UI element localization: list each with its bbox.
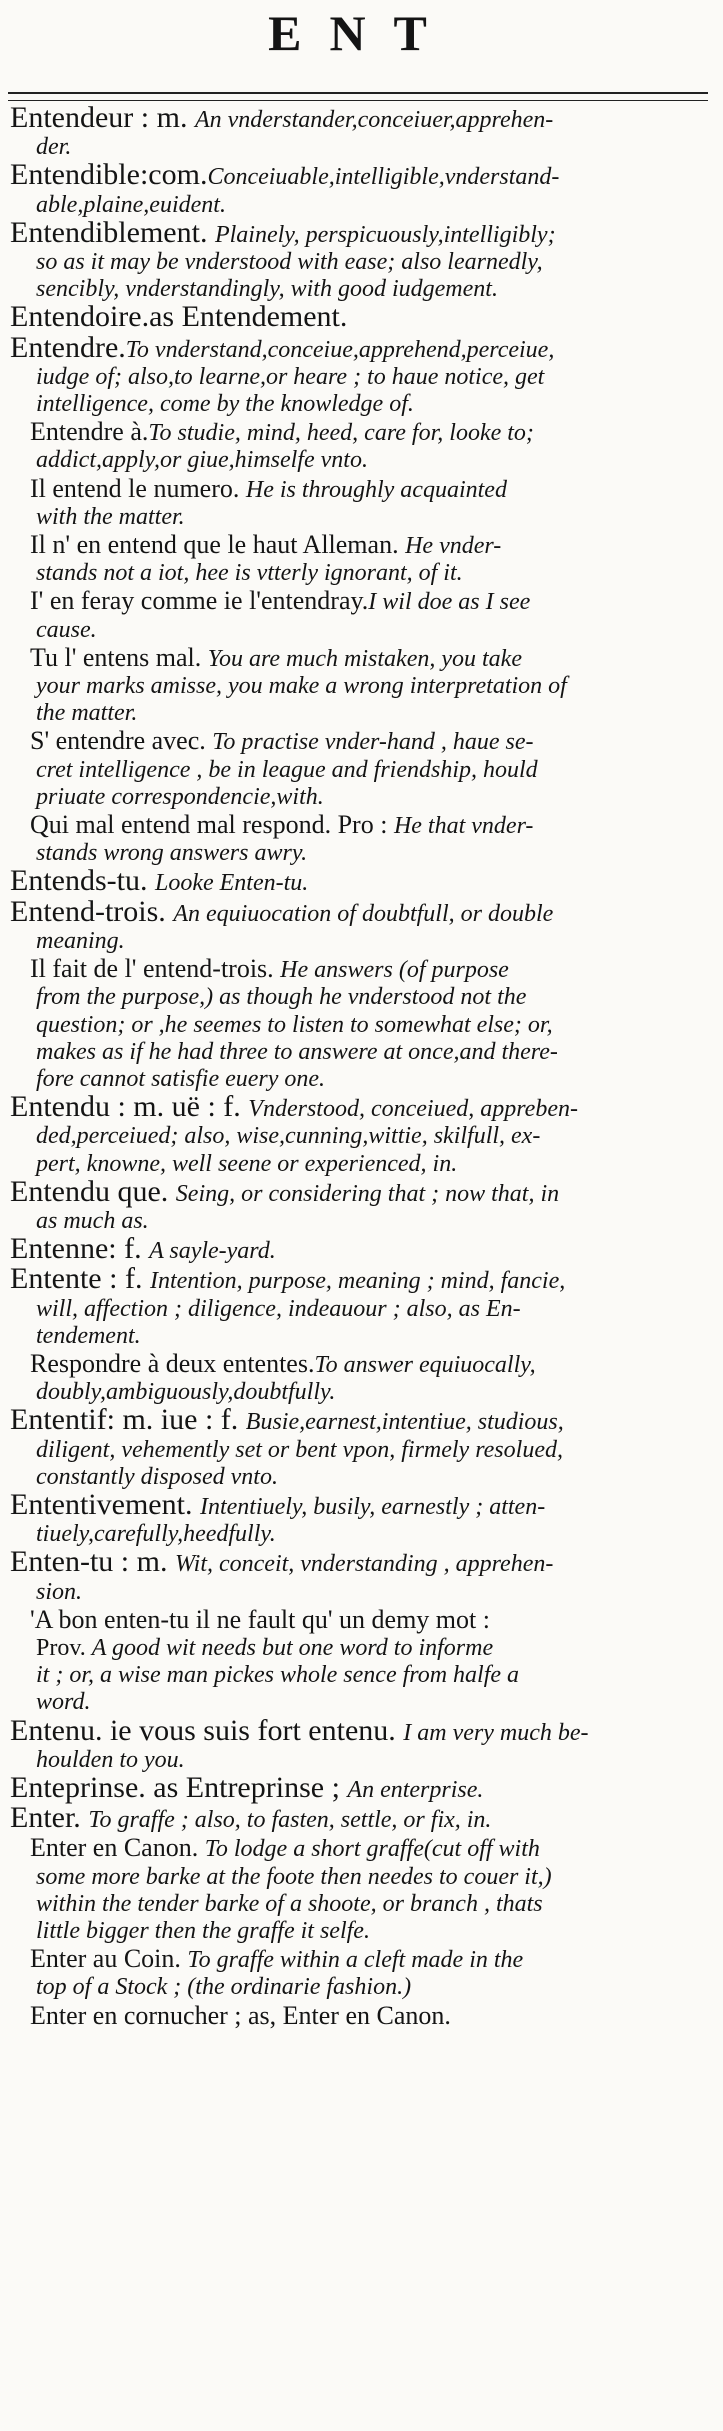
entry-line	[10, 418, 710, 447]
dictionary-subentry	[10, 727, 710, 811]
definition-text: He answers (of purpose	[280, 957, 509, 984]
entry-line	[10, 249, 710, 276]
definition-text: An enterprise.	[347, 1776, 484, 1803]
definition-text: makes as if he had three to answere at once,and there-	[36, 1038, 558, 1065]
definition-text: To graffe within a cleft made in the	[187, 1947, 524, 1974]
definition-text: stands not a iot, hee is vtterly ignorant, of it.	[36, 560, 463, 587]
dictionary-entry	[10, 300, 710, 334]
entry-line	[10, 894, 710, 928]
entry-line	[10, 1713, 710, 1747]
dictionary-entry	[10, 215, 710, 304]
entry-line	[10, 560, 710, 587]
dictionary-subentry	[10, 811, 710, 867]
entry-line	[10, 1521, 710, 1548]
definition-text: You are much mistaken, you take	[207, 645, 522, 672]
headword: Il fait de l' entend-trois.	[30, 954, 281, 984]
headword: Enter au Coin.	[30, 1944, 188, 1974]
dictionary-subentry	[10, 587, 710, 643]
entry-line	[10, 727, 710, 756]
definition-text: tiuely,carefully,heedfully.	[36, 1521, 276, 1548]
dictionary-entry	[10, 1545, 710, 1605]
entry-line	[10, 504, 710, 531]
headword: Qui mal entend mal respond. Pro :	[30, 810, 394, 840]
entry-line	[10, 1437, 710, 1464]
dictionary-subentry	[10, 531, 710, 587]
definition-text: der.	[36, 134, 72, 161]
dictionary-entry	[10, 101, 710, 161]
dictionary-entry	[10, 1262, 710, 1350]
entry-line	[10, 1208, 710, 1235]
definition-text: stands wrong answers awry.	[36, 840, 308, 867]
definition-text: addict,apply,or giue,himselfe vnto.	[36, 447, 368, 474]
definition-text: Seing, or considering that ; now that, in	[175, 1180, 560, 1207]
entry-line	[10, 700, 710, 727]
definition-text: Busie,earnest,intentiue, studious,	[245, 1409, 564, 1436]
entry-line	[10, 1918, 710, 1945]
entry-line	[10, 1012, 710, 1039]
headword: I' en feray comme ie l'entendray.	[30, 586, 369, 616]
dictionary-subentry	[10, 1350, 710, 1406]
entry-list	[10, 101, 710, 2031]
dictionary-entry	[10, 894, 710, 955]
dictionary-entry	[10, 1770, 710, 1804]
headword: Entendible:com.	[10, 158, 208, 192]
dictionary-entry	[10, 1232, 710, 1266]
entry-line	[10, 673, 710, 700]
entry-line	[10, 158, 710, 192]
definition-text: the matter.	[36, 700, 138, 727]
dictionary-entry	[10, 158, 710, 218]
dictionary-entry	[10, 1801, 710, 1835]
entry-line	[10, 1834, 710, 1863]
definition-text: Conceiuable,intelligible,vnderstand-	[207, 164, 560, 191]
entry-line	[10, 475, 710, 504]
definition-text: To lodge a short graffe(cut off with	[204, 1836, 540, 1863]
definition-text: will, affection ; diligence, indeauour ; also, as En-	[36, 1295, 521, 1322]
entry-line	[10, 811, 710, 840]
entry-line	[10, 1090, 710, 1124]
entry-line	[10, 1123, 710, 1150]
entry-line	[10, 1891, 710, 1918]
entry-line	[10, 1945, 710, 1974]
definition-text: cause.	[36, 616, 97, 643]
dictionary-subentry	[10, 955, 710, 1093]
headword: Entendoire.as Entendement.	[10, 300, 348, 334]
entry-line	[10, 1262, 710, 1296]
entry-line	[10, 1039, 710, 1066]
entry-line	[10, 1403, 710, 1437]
dictionary-subentry	[10, 1945, 710, 2001]
dictionary-entry	[10, 330, 710, 419]
entry-line	[10, 644, 710, 673]
entry-line	[10, 364, 710, 391]
entry-line	[10, 1151, 710, 1178]
definition-text: A sayle-yard.	[149, 1238, 276, 1265]
definition-text: fore cannot satisfie euery one.	[36, 1065, 326, 1092]
page-header: ENT	[268, 5, 455, 61]
definition-text: priuate correspondencie,with.	[36, 783, 324, 810]
entry-line	[10, 864, 710, 898]
entry-line	[10, 1974, 710, 2001]
entry-line	[10, 1864, 710, 1891]
entry-line	[10, 134, 710, 161]
definition-text: it ; or, a wise man pickes whole sence from halfe a	[36, 1662, 520, 1689]
headword: Entendeur : m.	[10, 101, 195, 134]
definition-text: some more barke at the foote then needes to couer it,)	[36, 1863, 552, 1890]
definition-text: word.	[36, 1689, 91, 1716]
definition-text: Wit, conceit, vnderstanding , apprehen-	[174, 1551, 554, 1578]
entry-line	[10, 1635, 710, 1662]
entry-line	[10, 784, 710, 811]
headword: Tu l' entens mal.	[30, 642, 208, 672]
headword: Entendiblement.	[10, 215, 215, 249]
definition-text: Vnderstood, conceiued, appreben-	[248, 1096, 578, 1123]
definition-text: Intentiuely, busily, earnestly ; atten-	[199, 1493, 546, 1520]
entry-line	[10, 1464, 710, 1491]
definition-text: from the purpose,) as though he vnderstood not the	[36, 984, 527, 1011]
entry-line	[10, 1174, 710, 1208]
definition-text: I wil doe as I see	[368, 589, 531, 616]
entry-line	[10, 1545, 710, 1579]
headword: Entendu que.	[10, 1174, 176, 1208]
definition-text: houlden to you.	[36, 1746, 185, 1773]
entry-line	[10, 984, 710, 1011]
dictionary-entry	[10, 1174, 710, 1235]
headword: Enten-tu : m.	[10, 1545, 175, 1579]
definition-text: He vnder-	[405, 533, 502, 560]
dictionary-entry	[10, 864, 710, 898]
dictionary-entry	[10, 1487, 710, 1548]
definition-text: To studie, mind, heed, care for, looke to;	[148, 420, 534, 447]
headword: Enteprinse. as Entreprinse ;	[10, 1770, 348, 1804]
entry-line	[10, 300, 710, 334]
entry-line	[10, 531, 710, 560]
definition-text: ded,perceiued; also, wise,cunning,wittie, skilfull, ex-	[36, 1123, 541, 1150]
entry-line	[10, 2002, 710, 2031]
definition-text: diligent, vehemently set or bent vpon, firmely resolued,	[36, 1436, 563, 1463]
definition-text: your marks amisse, you make a wrong interpretation of	[36, 673, 567, 700]
definition-text: To graffe ; also, to fasten, settle, or fix, in.	[88, 1807, 492, 1834]
definition-text: tendement.	[36, 1322, 141, 1349]
headword: Entendre à.	[30, 417, 149, 447]
definition-text: A good wit needs but one word to informe	[91, 1634, 494, 1661]
definition-text: little bigger then the graffe it selfe.	[36, 1918, 370, 1944]
headword: Entenne: f.	[10, 1232, 150, 1266]
headword: 'A bon enten-tu il ne fault qu' un demy mot :	[30, 1604, 490, 1634]
definition-text: question; or ,he seemes to listen to somewhat else; or,	[36, 1011, 553, 1038]
entry-line	[10, 840, 710, 867]
entry-line	[10, 391, 710, 418]
definition-text: as much as.	[36, 1207, 149, 1234]
entry-line	[10, 955, 710, 984]
dictionary-entry	[10, 1403, 710, 1491]
entry-line	[10, 330, 710, 364]
definition-text: meaning.	[36, 927, 125, 954]
entry-line	[10, 928, 710, 955]
definition-text: able,plaine,euident.	[36, 191, 226, 218]
definition-text: Looke Enten-tu.	[154, 870, 309, 897]
headword: S' entendre avec.	[30, 726, 213, 756]
definition-text: An vnderstander,conceiuer,apprehen-	[194, 107, 554, 133]
entry-line	[10, 447, 710, 474]
headword: Entenu. ie vous suis fort entenu.	[10, 1713, 404, 1747]
dictionary-subentry	[10, 644, 710, 728]
entry-line	[10, 1066, 710, 1093]
definition-text: sion.	[36, 1578, 83, 1605]
definition-text: sencibly, vnderstandingly, with good iudgement.	[36, 276, 498, 303]
dictionary-subentry	[10, 418, 710, 474]
definition-text: An equiuocation of doubtfull, or double	[173, 900, 554, 927]
headword: Entend-trois.	[10, 894, 174, 928]
entry-line	[10, 1350, 710, 1379]
header-rule-thick	[8, 92, 708, 94]
headword: Entendu : m. uë : f.	[10, 1090, 249, 1124]
entry-line	[10, 192, 710, 219]
definition-text: To vnderstand,conceiue,apprehend,perceiue,	[125, 336, 555, 363]
definition-text: I am very much be-	[403, 1719, 589, 1746]
entry-line	[10, 1662, 710, 1689]
entry-line	[10, 1232, 710, 1266]
entry-line	[10, 617, 710, 644]
entry-line	[10, 1689, 710, 1716]
entry-line	[10, 1801, 710, 1835]
entry-line	[10, 1579, 710, 1606]
dictionary-subentry	[10, 2002, 710, 2031]
definition-text: within the tender barke of a shoote, or branch , thats	[36, 1890, 543, 1917]
definition-text: He that vnder-	[393, 813, 534, 840]
dictionary-subentry	[10, 1606, 710, 1717]
definition-text: Intention, purpose, meaning ; mind, fancie,	[149, 1268, 566, 1295]
headword: Enter en cornucher ; as, Enter en Canon.	[30, 2000, 451, 2030]
definition-text: with the matter.	[36, 503, 185, 530]
definition-text: intelligence, come by the knowledge of.	[36, 391, 414, 418]
headword: Ententif: m. iue : f.	[10, 1403, 246, 1437]
definition-text: top of a Stock ; (the ordinarie fashion.)	[36, 1974, 412, 2001]
dictionary-subentry	[10, 1834, 710, 1945]
definition-text: doubly,ambiguously,doubtfully.	[36, 1379, 336, 1406]
headword: Il n' en entend que le haut Alleman.	[30, 530, 406, 560]
headword: Il entend le numero.	[30, 473, 246, 503]
entry-line	[10, 1487, 710, 1521]
entry-line	[10, 215, 710, 249]
entry-line	[10, 1747, 710, 1774]
definition-text: He is throughly acquainted	[245, 476, 507, 503]
headword: Prov.	[36, 1634, 92, 1661]
entry-line	[10, 276, 710, 303]
entry-line	[10, 1770, 710, 1804]
entry-line	[10, 587, 710, 616]
definition-text: so as it may be vnderstood with ease; also learnedly,	[36, 249, 543, 276]
entry-line	[10, 757, 710, 784]
headword: Respondre à deux ententes.	[30, 1348, 315, 1378]
entry-line	[10, 101, 710, 134]
entry-line	[10, 1323, 710, 1350]
entry-line	[10, 1296, 710, 1323]
definition-text: To answer equiuocally,	[314, 1351, 536, 1378]
headword: Ententivement.	[10, 1487, 200, 1521]
dictionary-entry	[10, 1090, 710, 1178]
entry-line	[10, 1606, 710, 1635]
definition-text: Plainely, perspicuously,intelligibly;	[214, 221, 556, 248]
definition-text: iudge of; also,to learne,or heare ; to haue notice, get	[36, 363, 545, 390]
definition-text: cret intelligence , be in league and friendship, hould	[36, 756, 538, 783]
definition-text: To practise vnder-hand , haue se-	[212, 729, 534, 756]
headword: Entendre.	[10, 330, 126, 364]
entry-line	[10, 1379, 710, 1406]
dictionary-subentry	[10, 475, 710, 531]
headword: Entente : f.	[10, 1262, 150, 1296]
definition-text: constantly disposed vnto.	[36, 1463, 278, 1490]
dictionary-entry	[10, 1713, 710, 1774]
headword: Enter.	[10, 1801, 89, 1835]
headword: Enter en Canon.	[30, 1833, 205, 1863]
definition-text: pert, knowne, well seene or experienced, in.	[36, 1150, 458, 1177]
headword: Entends-tu.	[10, 864, 155, 898]
